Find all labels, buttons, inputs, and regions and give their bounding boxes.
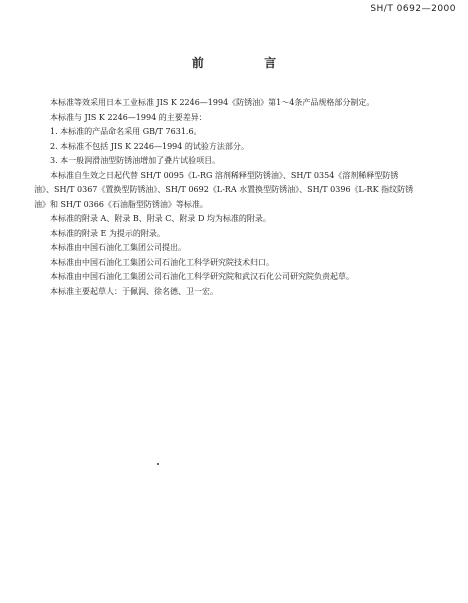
paragraph-drafted-by: 本标准由中国石油化工集团公司石油化工科学研究院和武汉石化公司研究院负责起草。 bbox=[50, 272, 354, 281]
list-item: 1. 本标准的产品命名采用 GB/T 7631.6。 bbox=[50, 127, 202, 136]
paragraph-supersedes: 本标准自生效之日起代替 SH/T 0095《L-RG 溶剂稀释型防锈油》、SH/T 0354《溶剂稀释型防锈油》、SH/T 0367《置换型防锈油》、SH/T 0692《L-RA 水置换型防锈油》、SH/T 0396《L-RK 指纹防锈油》和 SH/T 0366《石油脂型防锈油》等标准。 bbox=[34, 170, 414, 209]
foreword-body bbox=[34, 96, 414, 299]
page-title: 前 言 bbox=[191, 56, 305, 70]
paragraph-differences: 本标准与 JIS K 2246—1994 的主要差异： bbox=[50, 112, 207, 122]
paragraph-informative-annex: 本标准的附录 E 为提示的附录。 bbox=[50, 228, 165, 238]
paragraph-normative-annexes: 本标准的附录 A、附录 B、附录 C、附录 D 均为标准的附录。 bbox=[50, 214, 271, 223]
paragraph-drafters: 本标准主要起草人：于佩润、徐名德、卫一宏。 bbox=[50, 286, 218, 296]
list-item: 2. 本标准不包括 JIS K 2246—1994 的试验方法部分。 bbox=[50, 141, 249, 151]
stray-dot bbox=[157, 463, 159, 465]
standard-code: SH/T 0692—2000 bbox=[370, 4, 456, 14]
paragraph-proposed-by: 本标准由中国石油化工集团公司提出。 bbox=[50, 243, 186, 252]
list-item: 3. 本一般润滑油型防锈油增加了叠片试验项目。 bbox=[50, 156, 221, 165]
paragraph-adoption: 本标准等效采用日本工业标准 JIS K 2246—1994《防锈油》第1～4条产品规格部分制定。 bbox=[50, 98, 375, 107]
paragraph-centralized-by: 本标准由中国石油化工集团公司石油化工科学研究院技术归口。 bbox=[50, 257, 274, 267]
